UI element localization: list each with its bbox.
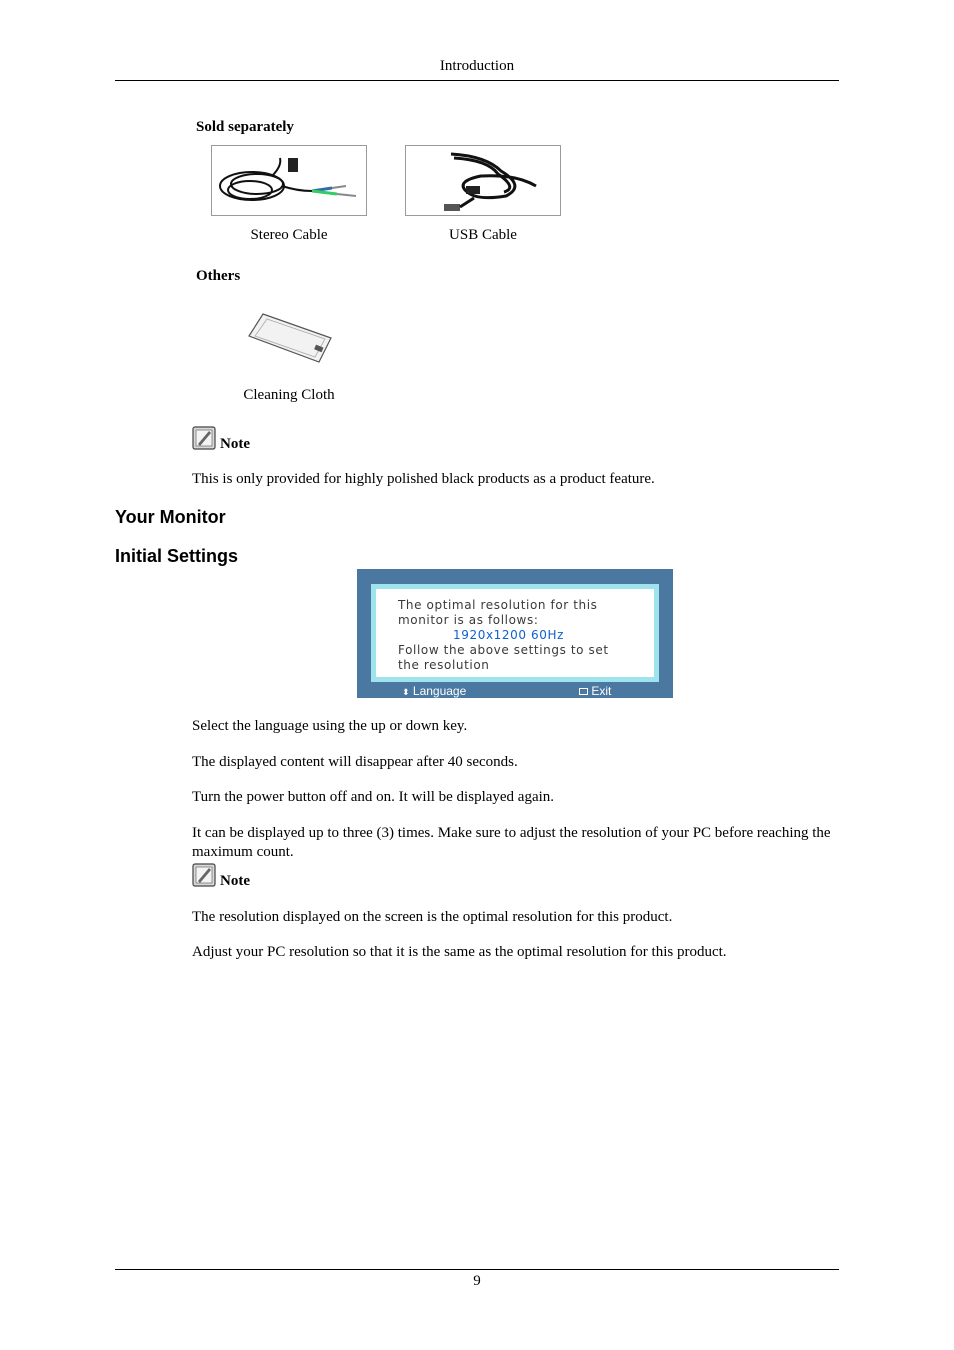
- note-icon: [192, 426, 216, 450]
- osd-line-1: The optimal resolution for this: [398, 598, 598, 612]
- osd-resolution: 1920x1200 60Hz: [453, 628, 564, 642]
- note-icon: [192, 863, 216, 887]
- your-monitor-heading: Your Monitor: [115, 507, 226, 527]
- usb-cable-icon: [406, 146, 560, 215]
- paragraph-power-button: Turn the power button off and on. It will be displayed again.: [192, 789, 555, 805]
- osd-message-panel: [376, 589, 654, 677]
- cleaning-cloth-caption: Cleaning Cloth: [243, 387, 335, 403]
- header-rule: [115, 80, 839, 81]
- running-header: Introduction: [439, 58, 515, 74]
- paragraph-select-language: Select the language using the up or down key.: [192, 718, 468, 734]
- stereo-cable-caption: Stereo Cable: [250, 227, 328, 243]
- sold-separately-heading: Sold separately: [196, 119, 294, 135]
- menu-icon: [579, 688, 588, 695]
- note-label: Note: [220, 873, 250, 889]
- stereo-cable-icon: [212, 146, 366, 215]
- osd-language-option: [402, 684, 466, 698]
- cleaning-cloth-icon: [245, 310, 335, 365]
- paragraph-display-count: It can be displayed up to three (3) times. Make sure to adjust the resolution of your PC before reaching the maximum count.: [192, 825, 831, 860]
- note-label: Note: [220, 436, 250, 452]
- footer-rule: [115, 1269, 839, 1270]
- up-down-arrow-icon: ⬍: [402, 687, 410, 697]
- note-text-adjust: Adjust your PC resolution so that it is the same as the optimal resolution for this product.: [192, 944, 727, 960]
- note-text-resolution: The resolution displayed on the screen is the optimal resolution for this product.: [192, 909, 673, 925]
- osd-exit-option: [579, 684, 611, 698]
- usb-cable-caption: USB Cable: [449, 227, 517, 243]
- note-text: This is only provided for highly polished black products as a product feature.: [192, 471, 655, 487]
- paragraph-disappear: The displayed content will disappear after 40 seconds.: [192, 754, 518, 770]
- osd-exit-label: Exit: [591, 684, 612, 698]
- osd-language-label: Language: [412, 684, 467, 698]
- others-heading: Others: [196, 268, 241, 284]
- usb-cable-image: [405, 145, 561, 216]
- stereo-cable-image: [211, 145, 367, 216]
- cleaning-cloth-image: [245, 310, 335, 365]
- initial-settings-heading: Initial Settings: [115, 546, 239, 566]
- page-number: 9: [473, 1273, 481, 1289]
- osd-line-4: Follow the above settings to set: [398, 643, 609, 657]
- osd-line-2: monitor is as follows:: [398, 613, 539, 627]
- osd-screenshot: [357, 569, 673, 698]
- osd-line-5: the resolution: [398, 658, 490, 672]
